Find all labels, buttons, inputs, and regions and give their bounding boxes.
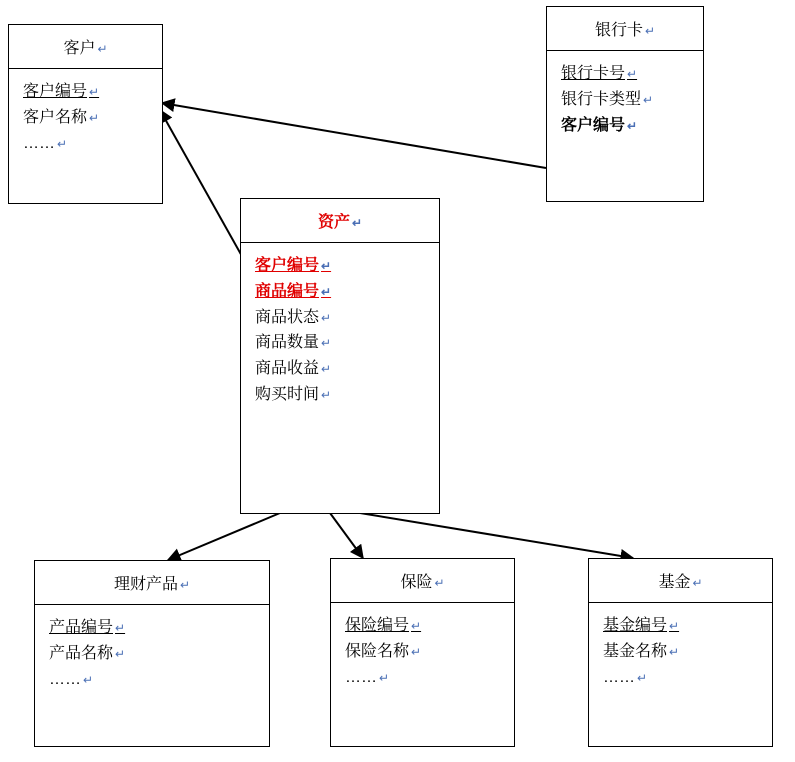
- attribute-row: 购买时间 ↵: [255, 385, 332, 403]
- attribute-row: 商品状态 ↵: [255, 308, 332, 326]
- attribute-row: 商品收益 ↵: [255, 360, 332, 378]
- pilcrow-icon: ↵: [692, 576, 703, 590]
- pilcrow-icon: ↵: [351, 216, 363, 230]
- attribute-row: 基金名称 ↵: [603, 642, 680, 660]
- entity-customer[interactable]: [8, 24, 163, 204]
- entity-insurance-title: 保险 ↵: [400, 574, 445, 591]
- pilcrow-icon: ↵: [644, 24, 656, 38]
- pilcrow-icon: ↵: [411, 644, 422, 659]
- relation-bankcard-customer: [162, 103, 546, 168]
- entity-customer-attributes: [9, 69, 162, 167]
- pilcrow-icon: ↵: [89, 110, 100, 125]
- attribute-row: 保险名称 ↵: [345, 642, 422, 660]
- entity-fund-title: 基金 ↵: [658, 574, 703, 591]
- entity-wealth-product-attributes: [35, 605, 269, 703]
- pilcrow-icon: ↵: [411, 619, 422, 633]
- pilcrow-icon: ↵: [643, 92, 654, 107]
- pilcrow-icon: ↵: [669, 619, 680, 633]
- entity-bankcard-attributes: [547, 51, 703, 149]
- pilcrow-icon: ↵: [179, 578, 191, 592]
- pilcrow-icon: ↵: [321, 336, 332, 351]
- pilcrow-icon: ↵: [115, 621, 126, 635]
- pilcrow-icon: ↵: [57, 136, 68, 151]
- entity-wealth-product-title: 理财产品 ↵: [113, 576, 191, 593]
- pilcrow-icon: ↵: [97, 42, 108, 56]
- attribute-row: 商品编号 ↵: [255, 282, 332, 300]
- pilcrow-icon: ↵: [321, 284, 332, 299]
- attribute-row: 客户编号 ↵: [561, 116, 638, 134]
- pilcrow-icon: ↵: [321, 310, 332, 325]
- entity-bankcard-title: 银行卡 ↵: [594, 22, 656, 39]
- relation-asset-insurance: [330, 513, 363, 558]
- pilcrow-icon: ↵: [637, 670, 648, 685]
- pilcrow-icon: ↵: [321, 259, 332, 273]
- attribute-row: 保险编号 ↵: [345, 617, 422, 634]
- entity-asset-attributes: [241, 243, 439, 419]
- pilcrow-icon: ↵: [115, 646, 126, 661]
- attribute-row: 客户编号 ↵: [23, 83, 100, 100]
- pilcrow-icon: ↵: [627, 118, 638, 133]
- entity-customer-title: 客户 ↵: [63, 40, 108, 57]
- entity-fund-attributes: [589, 603, 772, 701]
- pilcrow-icon: ↵: [379, 670, 390, 685]
- pilcrow-icon: ↵: [83, 672, 94, 687]
- pilcrow-icon: ↵: [89, 85, 100, 99]
- attribute-row: 银行卡号 ↵: [561, 65, 638, 82]
- pilcrow-icon: ↵: [321, 362, 332, 377]
- entity-wealth-product[interactable]: [34, 560, 270, 747]
- entity-insurance-attributes: [331, 603, 514, 701]
- pilcrow-icon: ↵: [627, 67, 638, 81]
- pilcrow-icon: ↵: [434, 576, 445, 590]
- attribute-row: 产品编号 ↵: [49, 619, 126, 636]
- entity-insurance[interactable]: [330, 558, 515, 747]
- attribute-row: …… ↵: [603, 668, 648, 686]
- attribute-row: 商品数量 ↵: [255, 334, 332, 352]
- pilcrow-icon: ↵: [669, 644, 680, 659]
- attribute-row: 银行卡类型 ↵: [561, 90, 654, 108]
- relation-asset-fund: [360, 513, 633, 558]
- relation-asset-customer: [160, 110, 243, 258]
- attribute-row: 产品名称 ↵: [49, 644, 126, 662]
- attribute-row: …… ↵: [345, 668, 390, 686]
- attribute-row: 客户名称 ↵: [23, 108, 100, 126]
- pilcrow-icon: ↵: [321, 387, 332, 402]
- entity-fund[interactable]: [588, 558, 773, 747]
- entity-asset[interactable]: [240, 198, 440, 514]
- attribute-row: 基金编号 ↵: [603, 617, 680, 634]
- entity-bankcard[interactable]: [546, 6, 704, 202]
- relation-asset-wealth: [168, 513, 280, 560]
- attribute-row: …… ↵: [49, 670, 94, 688]
- attribute-row: …… ↵: [23, 134, 68, 152]
- attribute-row: 客户编号 ↵: [255, 257, 332, 274]
- entity-asset-title: 资产 ↵: [317, 214, 363, 231]
